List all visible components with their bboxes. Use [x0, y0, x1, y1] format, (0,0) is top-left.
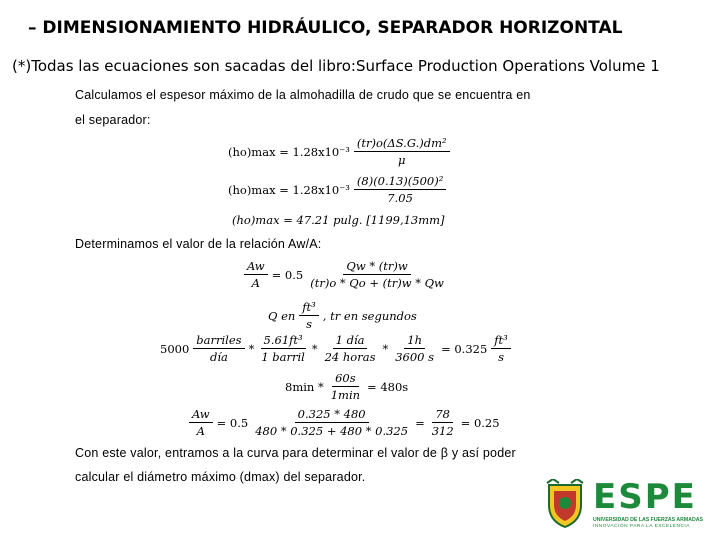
equation-time-conversion: 8min * $\frac{60s}{1\min}$ = 480s: [285, 371, 409, 402]
paragraph-line-2: el separador:: [75, 113, 151, 127]
equation-fraction: $\frac{\text{(tr)o(ΔS.G.)dm²}}{\mu}$: [354, 136, 450, 167]
equation-units: Q en $\frac{\text{ft³}}{s}$ , tr en segundos: [268, 300, 417, 331]
equation-ho-general: [228, 136, 454, 167]
paragraph-line-1: Calculamos el espesor máximo de la almohadilla de crudo que se encuentra en: [75, 88, 531, 102]
slide-title: – DIMENSIONAMIENTO HIDRÁULICO, SEPARADOR HORIZONTAL: [28, 18, 623, 38]
paragraph-line-5: calcular el diámetro máximo (dmax) del separador.: [75, 470, 366, 484]
university-name: UNIVERSIDAD DE LAS FUERZAS ARMADAS: [593, 517, 703, 523]
espe-shield-icon: [545, 479, 585, 529]
equation-flow-conversion: 5000 $\frac{\text{barriles}}{\text{día}}$ * $\frac{\text{5.61ft³}}{\text{1 barril}}$ * $\frac{\text{1 día}}{\text{24 horas}}$ * $\frac{1h}{3600 s}$ = 0.325 $\frac{\text{ft³}}{s}$: [160, 333, 515, 364]
equation-ho-substituted: [228, 174, 450, 205]
paragraph-line-3: Determinamos el valor de la relación Aw/A:: [75, 237, 322, 251]
source-note: (*)Todas las ecuaciones son sacadas del libro:Surface Production Operations Volume 1: [12, 57, 660, 75]
paragraph-line-4: Con este valor, entramos a la curva para determinar el valor de β y así poder: [75, 446, 516, 460]
equation-lhs: (ho)max = 1.28x10⁻³: [228, 144, 350, 159]
equation-fraction: $\frac{\text{(8)(0.13)(500)²}}{7.05}$: [354, 174, 446, 205]
equation-aw-ratio: $\frac{Aw}{A}$ = 0.5 $\frac{Qw * (tr)w}{(tr)o * Qo + (tr)w * Qw}$: [240, 259, 451, 290]
university-motto: INNOVACIÓN PARA LA EXCELENCIA: [593, 524, 690, 529]
espe-logo: [543, 477, 715, 533]
equation-ho-result: (ho)max = 47.21 pulg. [1199,13mm]: [232, 213, 445, 227]
equation-aw-result: $\frac{Aw}{A}$ = 0.5 $\frac{0.325 * 480}{480 * 0.325 + 480 * 0.325}$ = $\frac{78}{312}$ = 0.25: [185, 407, 500, 438]
espe-wordmark: ESPE: [593, 477, 697, 517]
equation-lhs: (ho)max = 1.28x10⁻³: [228, 182, 350, 197]
